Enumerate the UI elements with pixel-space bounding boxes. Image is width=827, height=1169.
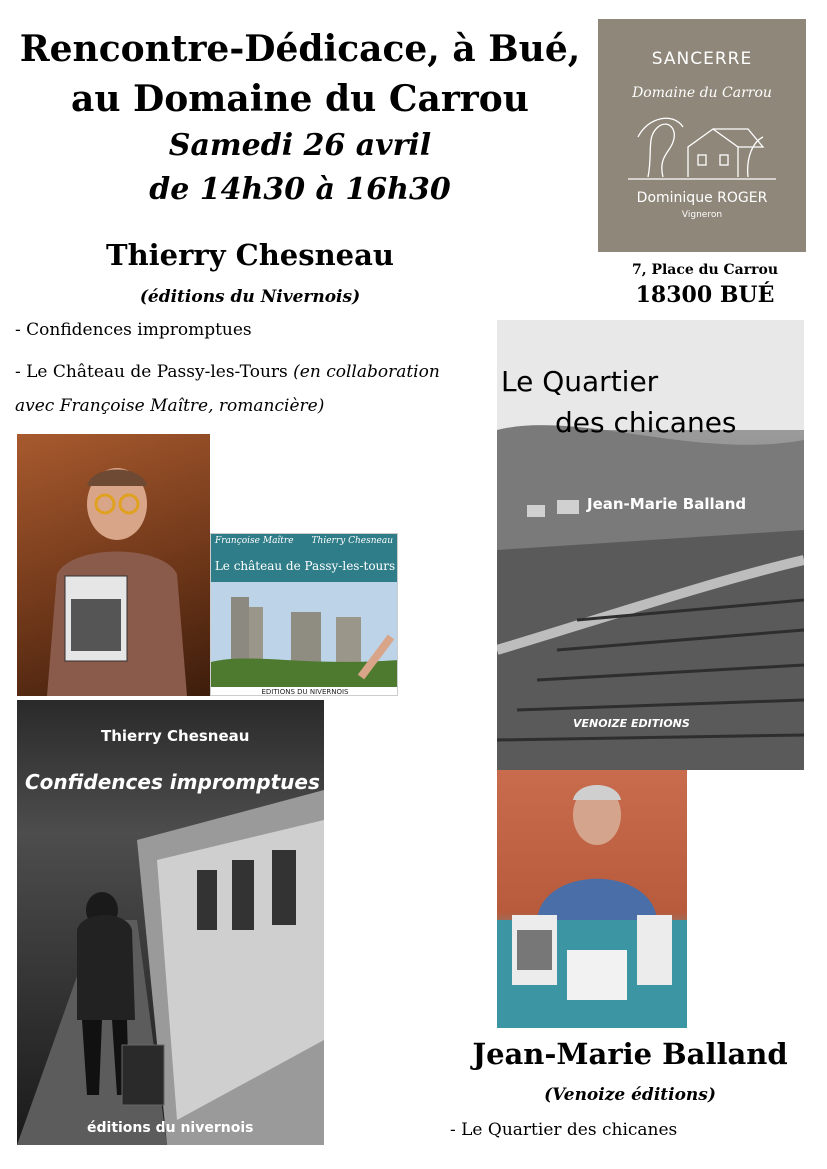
logo-role: Vigneron <box>681 210 723 220</box>
book2-title: - Le Château de Passy-les-Tours <box>15 362 294 382</box>
thierry-chesneau-photo <box>17 434 210 696</box>
event-time: de 14h30 à 16h30 <box>149 172 451 207</box>
confidences-impromptues-cover <box>17 700 324 1145</box>
author2-publisher: (Venoize éditions) <box>544 1085 716 1105</box>
house-trees-drawing <box>628 107 776 185</box>
jean-marie-balland-photo <box>497 770 687 1028</box>
address-street: 7, Place du Carrou <box>631 262 779 278</box>
author2-name: Jean-Marie Balland <box>472 1037 788 1071</box>
cover-title-line2: des chicanes <box>555 406 737 439</box>
chateau-passy-cover <box>210 533 398 696</box>
logo-owner: Dominique ROGER <box>636 190 768 206</box>
event-title-line2: au Domaine du Carrou <box>71 78 529 120</box>
event-title-line1: Rencontre-Dédicace, à Bué, <box>19 28 581 70</box>
author1-name: Thierry Chesneau <box>106 238 394 272</box>
cover-publisher: EDITIONS DU NIVERNOIS <box>261 688 349 696</box>
book2-collaboration-note: (en collaboration avec Françoise Maître, romancière) <box>15 362 440 416</box>
author1-book2 <box>15 355 475 423</box>
author1-book1: - Confidences impromptues <box>15 320 252 340</box>
cover-title: Le château de Passy-les-tours <box>214 559 396 573</box>
cover-author: Jean-Marie Balland <box>587 495 747 513</box>
address-city: 18300 BUÉ <box>635 282 775 308</box>
logo-domaine-name: Domaine du Carrou <box>632 85 772 101</box>
author2-book1: - Le Quartier des chicanes <box>450 1120 678 1140</box>
cover-title: Confidences impromptues <box>25 770 320 794</box>
quartier-des-chicanes-cover <box>497 320 804 770</box>
cover-author-left: Françoise Maître <box>215 536 294 546</box>
author1-publisher: (éditions du Nivernois) <box>139 287 361 307</box>
event-date: Samedi 26 avril <box>168 128 432 163</box>
cover-publisher: éditions du nivernois <box>87 1120 254 1136</box>
cover-title-line1: Le Quartier <box>501 365 659 398</box>
chateau-illustration <box>211 582 398 687</box>
cover-author: Thierry Chesneau <box>101 727 250 745</box>
logo-appellation: SANCERRE <box>651 49 753 69</box>
cover-author-right: Thierry Chesneau <box>311 536 393 546</box>
cover-publisher: VENOIZE EDITIONS <box>573 717 690 730</box>
domaine-logo <box>598 19 806 252</box>
